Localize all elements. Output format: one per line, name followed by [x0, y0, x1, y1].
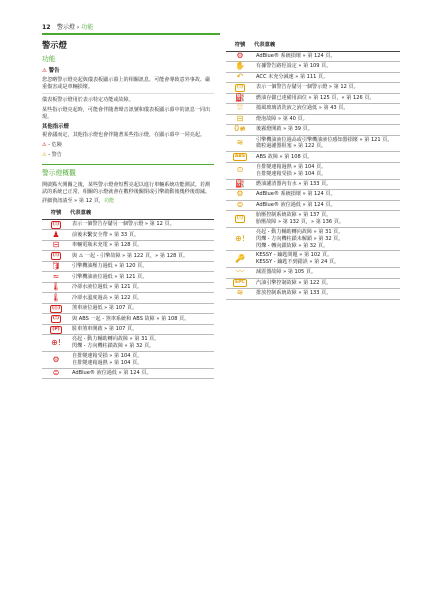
symbol-cell — [42, 303, 70, 314]
meaning-cell — [254, 51, 400, 62]
meaning-cell — [254, 227, 400, 251]
page-title: 警示燈 — [42, 40, 67, 50]
meaning-cell — [254, 152, 400, 163]
warning-light-icon: 🔑 — [235, 253, 245, 263]
meaning-cell — [254, 62, 400, 73]
table-row — [42, 240, 214, 251]
meaning-cell — [254, 162, 400, 179]
table-row — [226, 104, 400, 115]
table-row — [42, 293, 214, 304]
symbol-cell — [42, 293, 70, 304]
symbol-cell — [226, 227, 254, 251]
symbol-cell — [226, 72, 254, 83]
table-row — [42, 219, 214, 230]
meaning-cell — [70, 261, 214, 272]
symbol-cell — [226, 83, 254, 94]
warning-light-icon: ⚙ — [236, 189, 244, 199]
symbol-table-right — [226, 40, 400, 300]
meaning-text: KESSY - 鑰匙不到錯誤 » 第 24 頁。 — [256, 259, 340, 266]
section-title: 警示燈概觀 — [42, 168, 76, 177]
divider — [42, 93, 214, 94]
table-row — [42, 303, 214, 314]
table-row — [226, 135, 400, 152]
table-row — [226, 162, 400, 179]
breadcrumb: 警示燈 › 功能 — [57, 24, 94, 31]
table-row — [226, 278, 400, 289]
warning-light-icon: ⊟ — [52, 240, 60, 250]
symbol-cell — [226, 289, 254, 300]
meaning-cell — [70, 303, 214, 314]
table-row — [226, 93, 400, 104]
meaning-text: 引擎機油液位過低 » 第 121 頁。 — [72, 273, 148, 280]
paragraph: 某些指示燈亮起時，可能會伴隨著聲音訊號和儀表板顯示幕中的訊息一同出現。 — [42, 107, 211, 120]
symbol-cell — [42, 335, 70, 352]
meaning-text: 自排變速箱受損 » 第 104 頁。 — [256, 170, 327, 177]
table-row — [226, 51, 400, 62]
meaning-text: 冷卻水溫度過高 » 第 122 頁。 — [72, 294, 143, 301]
meaning-cell — [254, 200, 400, 211]
warning-light-icon: ⊜ — [52, 368, 60, 378]
table-row — [42, 230, 214, 241]
meaning-cell — [254, 211, 400, 228]
meaning-text: 煞車液位過低 » 第 107 頁。 — [72, 305, 138, 312]
meaning-text: 亮起 - 動力輔助轉向故障 » 第 31 頁。 — [256, 228, 344, 235]
meaning-text: 冷卻水液位過低 » 第 121 頁。 — [72, 284, 143, 291]
warning-text: 您忽略警示燈亮起與儀表板顯示幕上的相關訊息，可能會導致意外事故、嚴重傷害或是車輛損壞。 — [42, 76, 211, 90]
meaning-cell — [254, 251, 400, 268]
symbol-cell — [42, 230, 70, 241]
symbol-cell — [42, 272, 70, 283]
warning-light-icon: 0≢ — [234, 124, 246, 134]
warning-light-icon: ⛽ — [235, 92, 245, 102]
meaning-cell — [70, 335, 214, 352]
table-row — [42, 272, 214, 283]
meaning-text: 微粒過濾器阻塞 » 第 122 頁。 — [256, 143, 327, 150]
meaning-cell — [254, 125, 400, 136]
meaning-cell — [70, 352, 214, 369]
subheading: 其他指示燈 — [42, 123, 69, 130]
column-header: 代表意義 — [70, 208, 214, 219]
table-row — [226, 268, 400, 279]
meaning-cell — [70, 324, 214, 335]
warning-light-icon: (!) — [52, 316, 60, 322]
meaning-text: 燃油濾清器內有水 » 第 133 頁。 — [256, 180, 332, 187]
warning-light-icon: ⚙ — [52, 354, 60, 364]
meaning-text: 車輛電瓶未充電 » 第 128 頁。 — [72, 242, 143, 249]
paragraph: 儀表板警示燈用於表示特定功能或故障。 — [42, 97, 134, 104]
symbol-cell — [226, 200, 254, 211]
warning-light-icon: (!) — [52, 253, 60, 259]
meaning-cell — [254, 104, 400, 115]
warning-light-icon: 〰 — [236, 267, 244, 277]
symbol-cell — [226, 62, 254, 73]
warning-light-icon: 🛢 — [50, 261, 62, 271]
table-row — [42, 368, 214, 379]
warning-light-icon: ⊕! — [51, 337, 61, 347]
symbol-cell — [42, 324, 70, 335]
meaning-text: 前後未繫安全帶 » 第 33 頁。 — [72, 231, 140, 238]
warning-light-icon: 🌡 — [50, 282, 62, 292]
meaning-text: 與 ⚠ 一起 - 引擎故障 » 第 122 頁，» 第 128 頁。 — [72, 252, 189, 259]
meaning-text: 排放控制系統故障 » 第 133 頁。 — [256, 290, 332, 297]
table-row — [226, 152, 400, 163]
symbol-cell — [226, 135, 254, 152]
section-title: 功能 — [42, 55, 56, 64]
danger-icon: ⚠ — [42, 142, 47, 148]
meaning-text: 表示一個警告存儲另一個警示燈 » 第 12 頁。 — [72, 221, 175, 228]
warning-light-icon: 🌡 — [50, 292, 62, 302]
meaning-text: 燃油存儲已達備用油位 » 第 125 頁，» 第 126 頁。 — [256, 94, 375, 101]
meaning-cell — [254, 268, 400, 279]
warning-light-icon: ⊕! — [235, 233, 245, 243]
symbol-cell — [226, 179, 254, 190]
meaning-text: 引擎機油液位過高或引擎機油液位感知器損壞 » 第 121 頁。 — [256, 136, 393, 143]
symbol-cell — [226, 114, 254, 125]
meaning-text: 亮起 - 動力輔助轉向故障 » 第 31 頁。 — [72, 336, 160, 343]
meaning-cell — [254, 278, 400, 289]
table-row — [226, 227, 400, 251]
warning-light-icon: ABS — [234, 154, 246, 160]
symbol-table-left — [42, 208, 214, 379]
warning-icon: ⚠ — [42, 68, 47, 75]
symbol-cell — [42, 251, 70, 262]
meaning-text: 與 ABS 一起 - 煞車系統和 ABS 故障 » 第 108 頁。 — [72, 315, 190, 322]
meaning-cell — [254, 135, 400, 152]
meaning-text: AdBlue® 液位過低 » 第 124 頁。 — [72, 370, 152, 377]
meaning-text: 胎壓控制系統故障 » 第 137 頁。 — [256, 212, 332, 218]
warning-light-icon: (!) — [52, 221, 60, 227]
table-row — [42, 251, 214, 262]
symbol-cell — [42, 282, 70, 293]
meaning-cell — [254, 93, 400, 104]
symbol-cell — [42, 240, 70, 251]
warning-light-icon: (◎) — [51, 305, 61, 311]
meaning-text: 胎壓故障 » 第 132 頁，» 第 136 頁。 — [256, 218, 344, 225]
table-row — [226, 62, 400, 73]
meaning-text: ACC 未充分減速 » 第 111 頁。 — [256, 73, 329, 80]
meaning-cell — [70, 240, 214, 251]
symbol-cell — [42, 219, 70, 230]
meaning-text: 自排變速箱過熱 » 第 104 頁。 — [72, 359, 143, 366]
table-row — [226, 179, 400, 190]
symbol-cell — [226, 162, 254, 179]
symbol-cell — [226, 211, 254, 228]
page-number: 12 — [42, 24, 51, 31]
symbol-cell — [42, 352, 70, 369]
warning-light-icon: ⊟ — [236, 113, 244, 123]
warning-light-icon: (P) — [52, 326, 60, 332]
page-header — [0, 24, 424, 32]
symbol-cell — [226, 51, 254, 62]
bullet-danger: ⚠ - 危險 — [42, 142, 62, 148]
warning-light-icon: (!) — [236, 84, 244, 90]
meaning-cell — [70, 293, 214, 304]
meaning-cell — [70, 314, 214, 325]
column-header: 符號 — [42, 208, 70, 219]
table-row — [42, 314, 214, 325]
column-header: 代表意義 — [254, 40, 400, 51]
table-row — [42, 335, 214, 352]
table-row — [226, 289, 400, 300]
meaning-text: 引擎機油壓力過低 » 第 120 頁。 — [72, 263, 148, 270]
meaning-text: 後霧燈開啟 » 第 39 頁。 — [256, 126, 313, 133]
meaning-cell — [70, 230, 214, 241]
warning-light-icon: ✋ — [235, 61, 245, 71]
warning-light-icon: ≋ — [236, 288, 244, 298]
bullet-warning: ⚠ - 警告 — [42, 151, 62, 158]
symbol-cell — [42, 314, 70, 325]
right-column — [226, 40, 400, 300]
meaning-text: 閃爍 - 方向機柱鎖未解鎖 » 第 32 頁。 — [256, 235, 344, 242]
meaning-cell — [70, 368, 214, 379]
symbol-cell — [226, 268, 254, 279]
meaning-cell — [254, 179, 400, 190]
meaning-cell — [254, 190, 400, 201]
meaning-text: AdBlue® 系統損壞 » 第 124 頁。 — [256, 191, 336, 198]
symbol-cell — [226, 93, 254, 104]
meaning-cell — [70, 219, 214, 230]
symbol-cell — [226, 251, 254, 268]
symbol-cell — [226, 125, 254, 136]
table-row — [226, 72, 400, 83]
table-row — [226, 114, 400, 125]
warning-light-icon: ↶ — [236, 71, 244, 81]
symbol-cell — [42, 368, 70, 379]
symbol-cell — [226, 190, 254, 201]
table-row — [226, 251, 400, 268]
table-row — [42, 282, 214, 293]
meaning-cell — [254, 72, 400, 83]
meaning-cell — [70, 282, 214, 293]
meaning-text: AdBlue® 系統損壞 » 第 124 頁。 — [256, 52, 336, 59]
warning-light-icon: EPC — [235, 280, 245, 286]
meaning-text: 汽油引擎控制故障 » 第 122 頁。 — [256, 279, 332, 286]
symbol-cell — [226, 278, 254, 289]
table-row — [226, 83, 400, 94]
table-row — [226, 200, 400, 211]
paragraph: 視會議而定，其他指示燈也會伴隨著某些指示燈，在顯示幕中一同亮起。 — [42, 132, 206, 139]
section-divider — [42, 164, 214, 165]
warning-light-icon: ⊜ — [236, 199, 244, 209]
meaning-text: 閃爍 - 轉向鎖故障 » 第 32 頁。 — [256, 242, 329, 249]
symbol-cell — [226, 104, 254, 115]
warning-light-icon: ♟ — [52, 229, 60, 239]
table-row — [42, 324, 214, 335]
meaning-text: 自排變速箱受損 » 第 104 頁。 — [72, 353, 143, 360]
symbol-cell — [42, 261, 70, 272]
meaning-text: 表示一個警告存儲另一個警示燈 » 第 12 頁。 — [256, 84, 359, 91]
meaning-cell — [254, 83, 400, 94]
table-row — [226, 211, 400, 228]
warning-light-icon: ≈ — [52, 271, 60, 281]
meaning-text: AdBlue® 液位過低 » 第 124 頁。 — [256, 201, 336, 208]
meaning-cell — [70, 251, 214, 262]
warning-title: ⚠ 警告 — [42, 68, 60, 75]
meaning-text: 有據警告路徑設定 » 第 109 頁。 — [256, 63, 332, 70]
meaning-text: 擋風玻璃清洗液之液位過低 » 第 43 頁。 — [256, 105, 349, 112]
table-row — [226, 125, 400, 136]
header-divider — [42, 33, 220, 35]
meaning-text: ABS 故障 » 第 108 頁。 — [256, 153, 313, 160]
warning-triangle-icon: ⚠ — [42, 151, 47, 158]
meaning-cell — [70, 272, 214, 283]
warning-light-icon: ≋ — [236, 137, 244, 147]
reference-link[interactable]: 功能 — [103, 198, 115, 205]
meaning-text: 閃爍 - 方向機柱鎖故障 » 第 32 頁。 — [72, 343, 155, 350]
warning-light-icon: ⛆ — [236, 103, 244, 113]
reference: 詳細資訊請至 » 第 12 頁，功能 — [42, 198, 115, 205]
table-row — [42, 261, 214, 272]
meaning-cell — [254, 114, 400, 125]
left-column — [42, 40, 214, 379]
meaning-cell — [254, 289, 400, 300]
paragraph: 開啟點火開關之後，某些警示燈會短暫亮起以進行車輛系統功能測試。若測試的系統已正常，相關的示燈就會在數秒後關閉或引擎啟動後幾秒後熄滅。 — [42, 181, 211, 195]
column-header: 符號 — [226, 40, 254, 51]
table-row — [226, 190, 400, 201]
meaning-text: 減震器故障 » 第 105 頁。 — [256, 269, 317, 276]
warning-light-icon: ⊙ — [236, 165, 244, 175]
warning-light-icon: ⚙ — [236, 50, 244, 60]
table-row — [42, 352, 214, 369]
meaning-text: 燈泡故障 » 第 40 頁。 — [256, 115, 308, 122]
meaning-text: 自排變速箱過熱 » 第 104 頁。 — [256, 163, 327, 170]
warning-light-icon: (!) — [236, 215, 244, 221]
meaning-text: 駐車煞車開啟 » 第 107 頁。 — [72, 326, 138, 333]
meaning-text: KESSY - 鑰匙問題 » 第 102 頁。 — [256, 252, 333, 259]
symbol-cell — [226, 152, 254, 163]
warning-light-icon: ⛽ — [235, 178, 245, 188]
